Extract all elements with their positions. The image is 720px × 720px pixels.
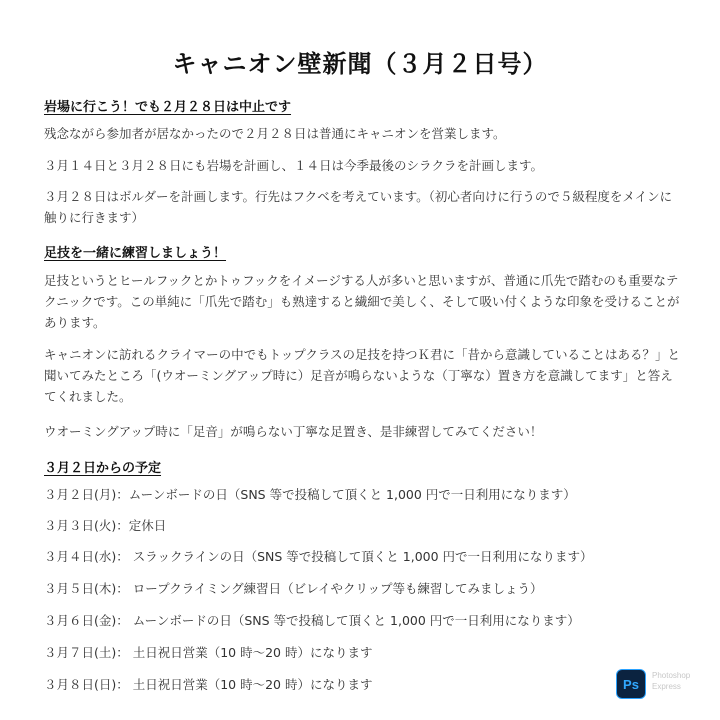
section-heading-schedule: ３月２日からの予定 (44, 461, 162, 476)
paragraph-boulder-plan: ３月２８日はボルダーを計画します。行先はフクベを考えています。（初心者向けに行うので５級程度をメインに触りに行きます） (44, 189, 673, 225)
schedule-item: ３月４日(水)： スラックラインの日（SNS 等で投稿して頂くと 1,000 円で一日利用になります） (44, 549, 593, 564)
paragraph-footwork-practice: ウオーミングアップ時に「足音」が鳴らない丁寧な足置き、是非練習してみてください！ (44, 424, 543, 439)
paragraph-crag-plans: ３月１４日と３月２８日にも岩場を計画し、１４日は今季最後のシラクラを計画します。 (44, 158, 544, 173)
newsletter-title: キャニオン壁新聞（３月２日号） (172, 50, 548, 78)
section-heading-footwork: 足技を一緒に練習しましょう！ (44, 246, 227, 261)
paragraph-footwork-intro: 足技というとヒールフックとかトゥフックをイメージする人が多いと思いますが、普通に爪先で踏むのも重要なテクニックです。この単純に「爪先で踏む」も熟達すると繊細で美しく、そして吸い付くような印象を受けることがあります。 (44, 273, 680, 330)
schedule-item: ３月７日(土)： 土日祝日営業（10 時〜20 時）になります (44, 645, 373, 660)
photoshop-express-icon: Ps (616, 669, 646, 699)
section-heading-crag-trip: 岩場に行こう！でも２月２８日は中止です (44, 100, 292, 115)
schedule-item: ３月３日(火)：定休日 (44, 518, 167, 533)
schedule-item: ３月２日(月)：ムーンボードの日（SNS 等で投稿して頂くと 1,000 円で一日利用になります） (44, 487, 576, 502)
paragraph-cancel-notice: 残念ながら参加者が居なかったので２月２８日は普通にキャニオンを営業します。 (44, 126, 506, 141)
paragraph-k-interview: キャニオンに訪れるクライマーの中でもトップクラスの足技を持つＫ君に「昔から意識していることはある？」と聞いてみたところ「(ウオーミングアップ時に）足音が鳴らないような（丁寧な）置き方を意識してます」と答えてくれました。 (44, 347, 681, 404)
schedule-item: ３月８日(日)： 土日祝日営業（10 時〜20 時）になります (44, 677, 373, 692)
schedule-item: ３月６日(金)： ムーンボードの日（SNS 等で投稿して頂くと 1,000 円で一日利用になります） (44, 613, 580, 628)
photoshop-express-watermark: Photoshop Express (652, 671, 691, 691)
schedule-item: ３月５日(木)： ロープクライミング練習日（ビレイやクリップ等も練習してみましょう） (44, 581, 543, 596)
